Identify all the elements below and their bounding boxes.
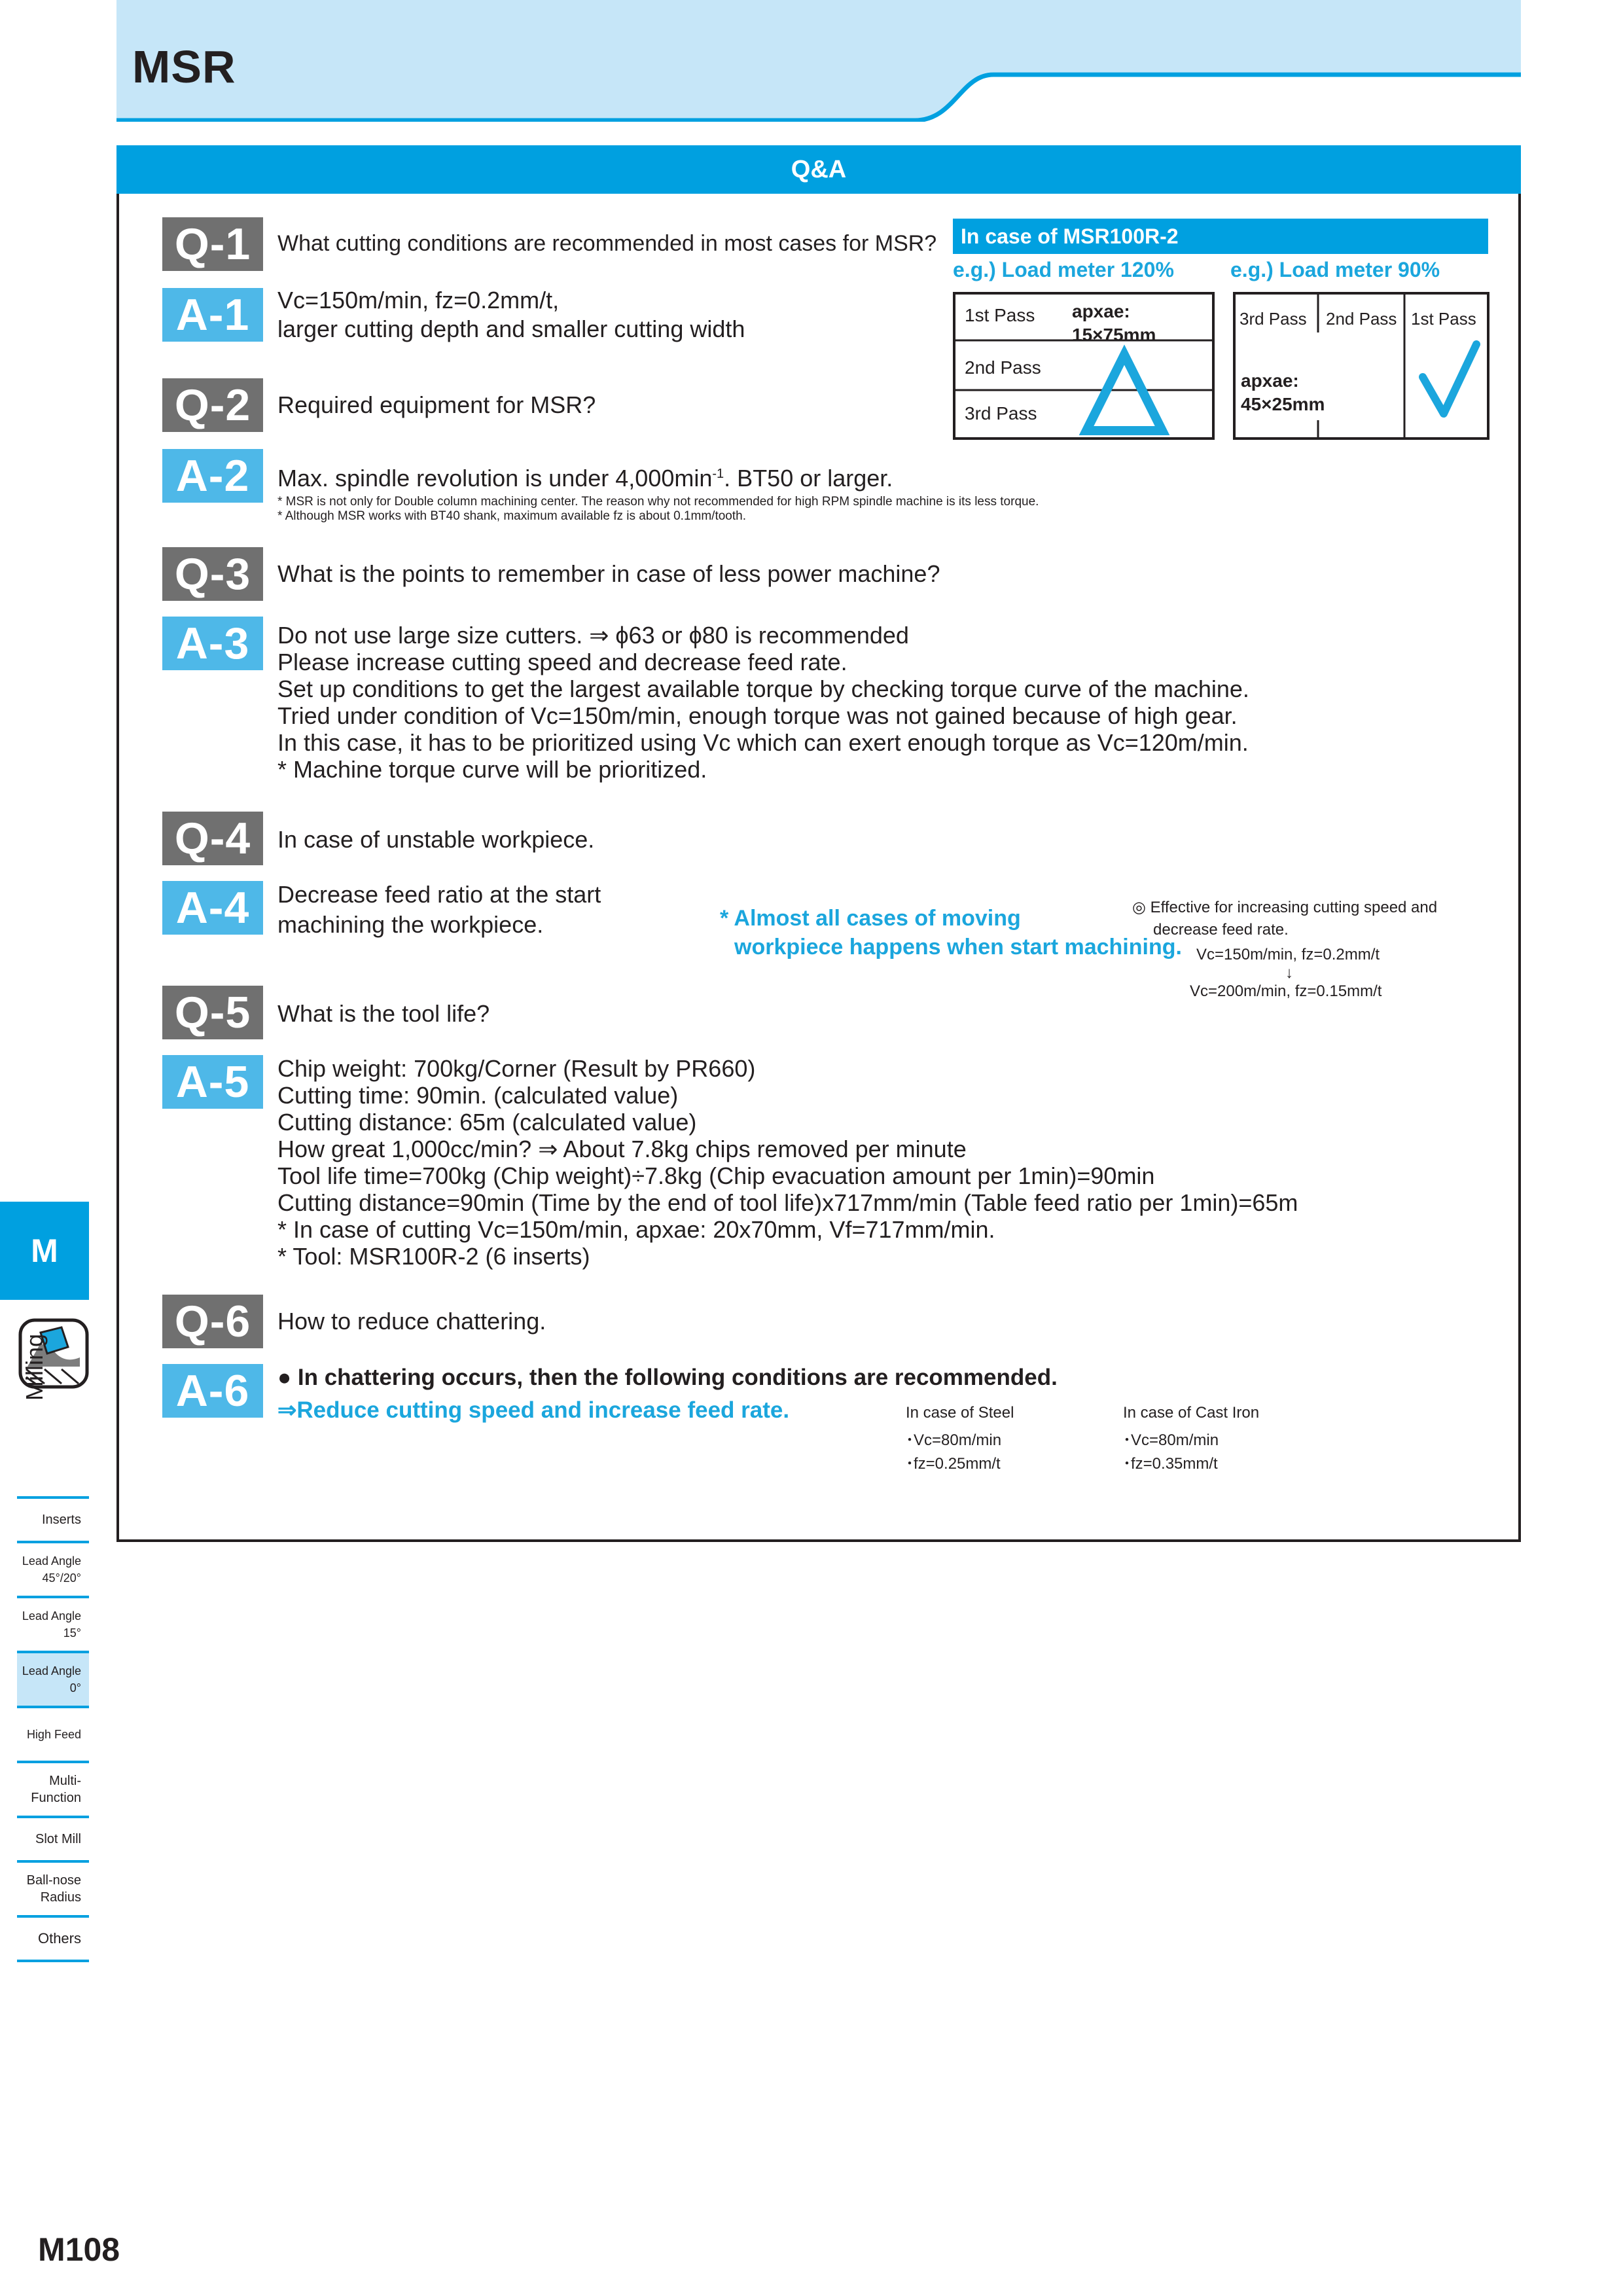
a5-line-2: Cutting time: 90min. (calculated value) — [277, 1082, 679, 1109]
a6-badge: A-6 — [162, 1364, 263, 1418]
a4-effect-line-5: Vc=200m/min, fz=0.15mm/t — [1190, 982, 1382, 1000]
a3-line-1: Do not use large size cutters. ⇒ ϕ63 or ϕ80 is recommended — [277, 622, 909, 649]
sidebar-item-label: Slot Mill — [35, 1832, 81, 1846]
a4-line-2: machining the workpiece. — [277, 911, 544, 938]
sidebar-tab-m[interactable]: M — [0, 1202, 89, 1300]
a5-line-6: Cutting distance=90min (Time by the end of tool life)x717mm/min (Table feed ratio per 1min)=65m — [277, 1189, 1298, 1216]
a4-effect-line-3: Vc=150m/min, fz=0.2mm/t — [1196, 946, 1380, 963]
q1-question: What cutting conditions are recommended in most cases for MSR? — [277, 231, 937, 256]
sidebar-item-lead-angle-45-20[interactable] — [17, 1543, 89, 1598]
sidebar-category: Milling — [21, 1333, 48, 1401]
a5-line-4: How great 1,000cc/min? ⇒ About 7.8kg chips removed per minute — [277, 1136, 967, 1162]
a3-badge: A-3 — [162, 617, 263, 670]
load-meter-90-depth-label: apxae: — [1241, 370, 1299, 391]
a2-badge: A-2 — [162, 449, 263, 503]
sidebar-item-label: Ball-nose Radius — [26, 1873, 81, 1905]
a1-badge: A-1 — [162, 288, 263, 342]
q6-question: How to reduce chattering. — [277, 1308, 546, 1335]
a5-line-3: Cutting distance: 65m (calculated value) — [277, 1109, 697, 1136]
sidebar-item-inserts[interactable] — [17, 1499, 89, 1543]
a1-line-2: larger cutting depth and smaller cutting width — [277, 315, 745, 342]
a5-badge: A-5 — [162, 1055, 263, 1109]
a6-steel-fz: ･fz=0.25mm/t — [906, 1455, 1001, 1473]
load-meter-120-row-2: 2nd Pass — [965, 357, 1041, 378]
q2-badge: Q-2 — [162, 378, 263, 432]
load-meter-90-label: e.g.) Load meter 90% — [1230, 258, 1440, 281]
sidebar-item-lead-angle-0[interactable] — [17, 1653, 89, 1708]
load-meter-120-depth-value: 15×75mm — [1072, 325, 1156, 345]
a6-bold-line: ● In chattering occurs, then the following conditions are recommended. — [277, 1365, 1058, 1390]
a5-line-1: Chip weight: 700kg/Corner (Result by PR660) — [277, 1055, 756, 1082]
a4-badge: A-4 — [162, 881, 263, 935]
sidebar-item-label: Inserts — [41, 1513, 81, 1527]
a2-answer-main: Max. spindle revolution is under 4,000min — [277, 465, 713, 492]
sidebar-item-label: Multi- Function — [31, 1774, 81, 1805]
a3-line-4: Tried under condition of Vc=150m/min, enough torque was not gained because of high gear. — [277, 702, 1238, 729]
a6-blue-line: ⇒Reduce cutting speed and increase feed rate. — [277, 1397, 790, 1423]
a4-callout-line-2: workpiece happens when start machining. — [734, 935, 1182, 960]
q4-badge: Q-4 — [162, 812, 263, 865]
q3-question: What is the points to remember in case of less power machine? — [277, 560, 940, 587]
a6-steel-title: In case of Steel — [906, 1404, 1014, 1422]
a5-line-7: * In case of cutting Vc=150m/min, apxae: 20x70mm, Vf=717mm/min. — [277, 1216, 995, 1243]
q4-question: In case of unstable workpiece. — [277, 826, 595, 853]
load-meter-90-depth-value: 45×25mm — [1241, 394, 1325, 414]
a5-line-5: Tool life time=700kg (Chip weight)÷7.8kg (Chip evacuation amount per 1min)=90min — [277, 1162, 1155, 1189]
load-meter-case-title: In case of MSR100R-2 — [953, 219, 1488, 254]
a4-effect-arrow: ↓ — [1285, 964, 1293, 982]
a6-steel-vc: ･Vc=80m/min — [906, 1431, 1002, 1449]
a2-answer — [277, 461, 893, 492]
a6-cast-iron-vc: ･Vc=80m/min — [1123, 1431, 1219, 1449]
load-meter-120-label: e.g.) Load meter 120% — [953, 258, 1174, 281]
sidebar-item-label: Lead Angle 0° — [22, 1664, 81, 1695]
a2-answer-sup: -1 — [712, 467, 724, 481]
a4-effect-line-2: decrease feed rate. — [1153, 921, 1289, 939]
a4-line-1: Decrease feed ratio at the start — [277, 881, 601, 908]
a3-line-3: Set up conditions to get the largest available torque by checking torque curve of the machine. — [277, 675, 1249, 702]
load-meter-90-col-3: 1st Pass — [1411, 309, 1476, 329]
a4-callout-line-1: * Almost all cases of moving — [720, 906, 1021, 931]
a3-line-5: In this case, it has to be prioritized using Vc which can exert enough torque as Vc=120m/min. — [277, 729, 1249, 756]
a6-cast-iron-fz: ･fz=0.35mm/t — [1123, 1455, 1218, 1473]
sidebar-item-label: Lead Angle 15° — [22, 1609, 81, 1640]
triangle-icon — [1086, 355, 1162, 431]
a2-note-2: * Although MSR works with BT40 shank, maximum available fz is about 0.1mm/tooth. — [277, 509, 746, 523]
a3-line-6: * Machine torque curve will be prioritized. — [277, 756, 707, 783]
q1-badge: Q-1 — [162, 217, 263, 271]
a2-note-1: * MSR is not only for Double column machining center. The reason why not recommended for high RPM spindle machine is its less torque. — [277, 495, 1039, 509]
sidebar-item-others[interactable] — [17, 1918, 89, 1962]
a4-effect-line-1: ◎ Effective for increasing cutting speed and — [1132, 899, 1438, 916]
sidebar-item-high-feed[interactable] — [17, 1708, 89, 1763]
sidebar-item-lead-angle-15[interactable] — [17, 1598, 89, 1653]
a5-line-8: * Tool: MSR100R-2 (6 inserts) — [277, 1243, 590, 1270]
load-meter-90-col-2: 2nd Pass — [1326, 309, 1397, 329]
load-meter-120-row-3: 3rd Pass — [965, 403, 1037, 423]
sidebar-item-label: Lead Angle 45°/20° — [22, 1554, 81, 1585]
q5-question: What is the tool life? — [277, 1000, 490, 1027]
qa-section-title: Q&A — [116, 145, 1521, 194]
sidebar-item-label: Others — [37, 1930, 81, 1946]
sidebar-item-slot-mill[interactable] — [17, 1818, 89, 1863]
q5-badge: Q-5 — [162, 986, 263, 1039]
header-band — [116, 0, 1521, 122]
load-meter-90-col-1: 3rd Pass — [1240, 309, 1307, 329]
checkmark-icon — [1423, 344, 1476, 414]
page-number: M108 — [38, 2231, 120, 2268]
q6-badge: Q-6 — [162, 1295, 263, 1348]
q3-badge: Q-3 — [162, 547, 263, 601]
page-title: MSR — [132, 41, 236, 92]
a3-line-2: Please increase cutting speed and decrease feed rate. — [277, 649, 847, 675]
a6-cast-iron-title: In case of Cast Iron — [1123, 1404, 1260, 1422]
a2-answer-tail: . BT50 or larger. — [724, 465, 893, 492]
sidebar-item-label: High Feed — [26, 1728, 81, 1741]
sidebar-item-multi-function[interactable] — [17, 1763, 89, 1818]
load-meter-120-depth-label: apxae: — [1072, 301, 1130, 321]
load-meter-120-row-1: 1st Pass — [965, 305, 1035, 325]
sidebar-item-ball-nose-radius[interactable] — [17, 1863, 89, 1918]
q2-question: Required equipment for MSR? — [277, 391, 596, 418]
a1-line-1: Vc=150m/min, fz=0.2mm/t, — [277, 287, 560, 314]
